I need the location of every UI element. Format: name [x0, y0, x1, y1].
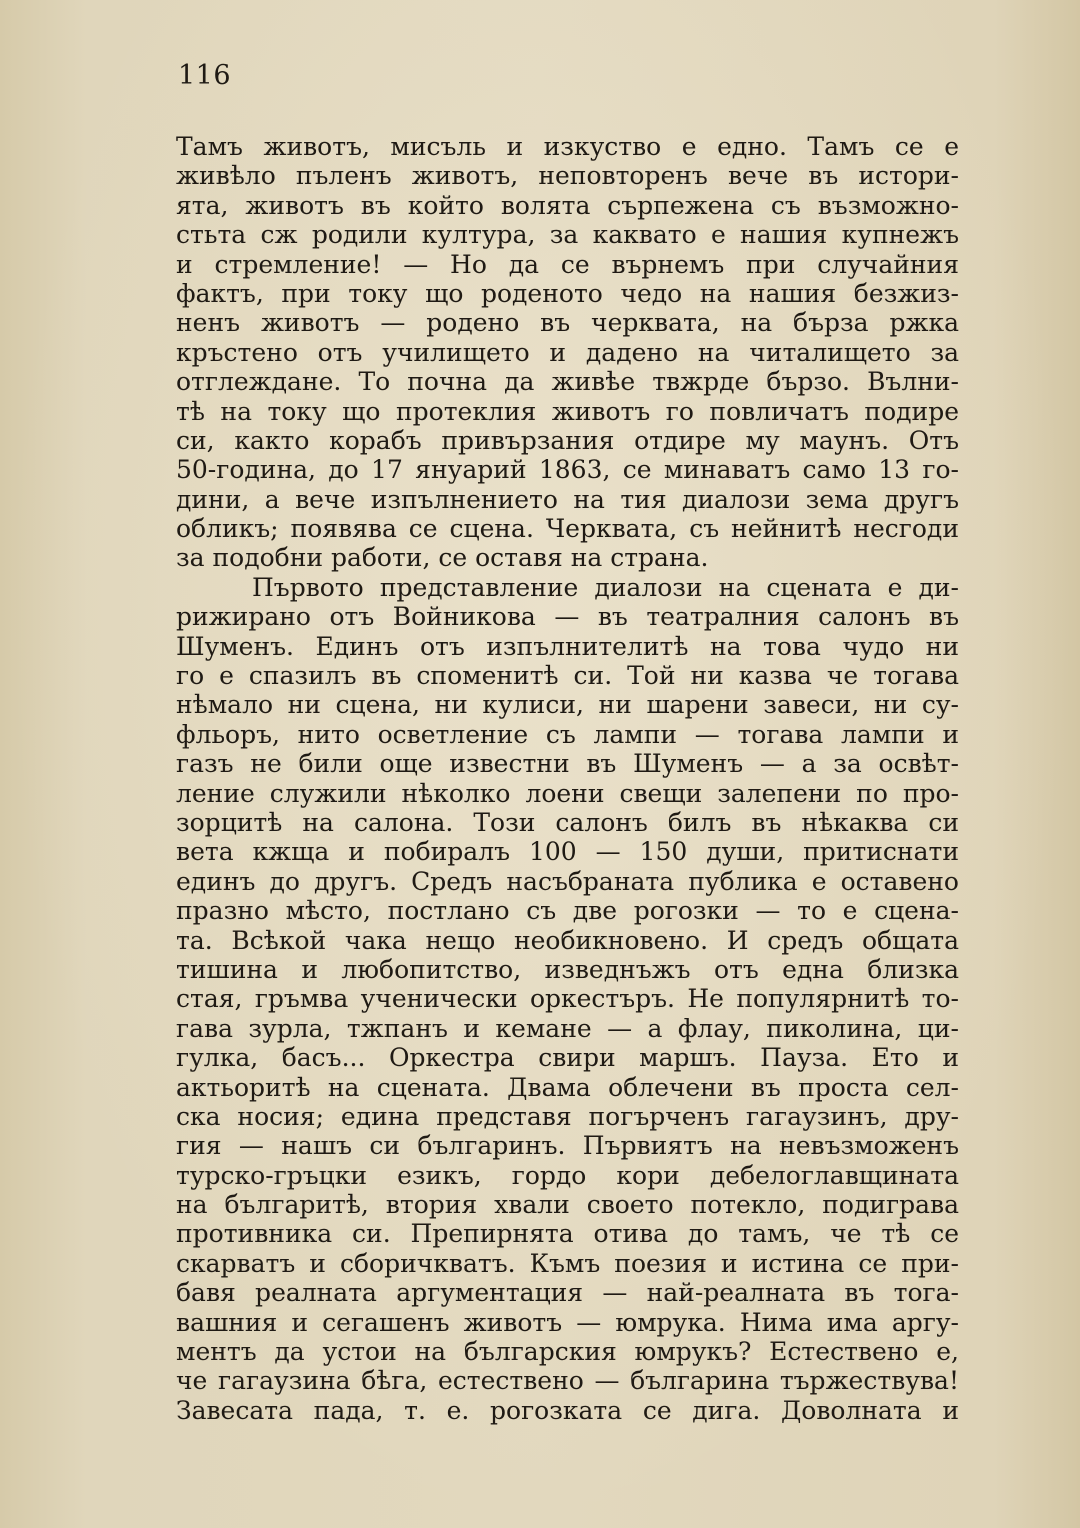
- text-line: ята, животъ въ който волята сърпежена съ възможно-: [176, 190, 959, 220]
- text-line: за подобни работи, се оставя на страна.: [176, 543, 709, 573]
- text-line: стьта сж родили култура, за каквато е нашия купнежъ: [176, 220, 959, 250]
- text-line: живѣло пъленъ животъ, неповторенъ вече въ истори-: [176, 161, 959, 191]
- text-line: рижирано отъ Войникова — въ театралния салонъ въ: [176, 602, 959, 632]
- text-line: Първото представление диалози на сцената е ди-: [252, 572, 959, 602]
- text-line: ненъ животъ — родено въ черквата, на бърза ржка: [176, 308, 959, 338]
- text-line: гулка, басъ... Оркестра свири маршъ. Пауза. Ето и: [176, 1043, 959, 1073]
- text-line: противника си. Препирнята отива до тамъ, че тѣ се: [176, 1219, 959, 1249]
- text-line: гава зурла, тжпанъ и кемане — а флау, пиколина, ци-: [176, 1013, 959, 1043]
- text-line: та. Всѣкой чака нещо необикновено. И средъ общата: [176, 925, 959, 955]
- text-line: фактъ, при току що роденото чедо на нашия безжиз-: [176, 278, 959, 308]
- text-line: зорцитѣ на салона. Този салонъ билъ въ нѣкаква си: [176, 807, 959, 837]
- text-line: че гагаузина бѣга, естествено — българина тържествува!: [176, 1366, 959, 1396]
- text-line: кръстено отъ училището и дадено на читалището за: [176, 337, 959, 367]
- paragraph-2: [176, 573, 959, 1425]
- text-line: 50-година, до 17 януарий 1863, се минаватъ само 13 го-: [176, 455, 959, 485]
- text-line: турско-гръцки езикъ, гордо кори дебелоглавщината: [176, 1160, 959, 1190]
- text-line: газъ не били още известни въ Шуменъ — а за освѣт-: [176, 749, 959, 779]
- text-line: празно мѣсто, постлано съ две рогозки — то е сцена-: [176, 896, 959, 926]
- paragraph-1: [176, 132, 959, 573]
- text-line: фльоръ, нито осветление съ лампи — тогава лампи и: [176, 719, 959, 749]
- text-line: вета кжща и побиралъ 100 — 150 души, притиснати: [176, 837, 959, 867]
- text-line: актьоритѣ на сцената. Двама облечени въ проста сел-: [176, 1072, 959, 1102]
- text-line: ление служили нѣколко лоени свещи залепени по про-: [176, 778, 959, 808]
- text-line: единъ до другъ. Средъ насъбраната публика е оставено: [176, 866, 959, 896]
- text-line: на българитѣ, втория хвали своето потекло, подиграва: [176, 1190, 959, 1220]
- text-line: Шуменъ. Единъ отъ изпълнителитѣ на това чудо ни: [176, 631, 959, 661]
- text-line: тѣ на току що протеклия животъ го повличатъ подире: [176, 396, 959, 426]
- text-line: ментъ да устои на българския юмрукъ? Естествено е,: [176, 1337, 959, 1367]
- text-line: стая, гръмва ученически оркестъръ. Не популярнитѣ то-: [176, 984, 959, 1014]
- text-line: скарватъ и сборичкватъ. Къмъ поезия и истина се при-: [176, 1248, 959, 1278]
- text-line: ска носия; едина представя погърченъ гагаузинъ, дру-: [176, 1101, 959, 1131]
- text-line: вашния и сегашенъ животъ — юмрука. Нима има аргу-: [176, 1307, 959, 1337]
- text-line: бавя реалната аргументация — най-реалната въ тога-: [176, 1278, 959, 1308]
- text-line: дини, а вече изпълнението на тия диалози зема другъ: [176, 484, 959, 514]
- text-line: отглеждане. То почна да живѣе твжрде бързо. Вълни-: [176, 367, 959, 397]
- text-line: обликъ; появява се сцена. Черквата, съ нейнитѣ несгоди: [176, 514, 959, 544]
- text-line: Завесата пада, т. е. рогозката се дига. Доволната и: [176, 1395, 959, 1425]
- text-line: го е спазилъ въ споменитѣ си. Той ни казва че тогава: [176, 661, 959, 691]
- text-line: и стремление! — Но да се върнемъ при случайния: [176, 249, 959, 279]
- text-line: нѣмало ни сцена, ни кулиси, ни шарени завеси, ни су-: [176, 690, 959, 720]
- text-line: гия — нашъ си българинъ. Първиятъ на невъзможенъ: [176, 1131, 959, 1161]
- text-line: тишина и любопитство, изведнъжъ отъ една близка: [176, 954, 959, 984]
- text-line: си, както корабъ привързания отдире му маунъ. Отъ: [176, 425, 959, 455]
- page-number: 116: [178, 60, 232, 91]
- body-text: [176, 132, 959, 1425]
- text-line: Тамъ животъ, мисъль и изкуство е едно. Тамъ се е: [176, 132, 959, 161]
